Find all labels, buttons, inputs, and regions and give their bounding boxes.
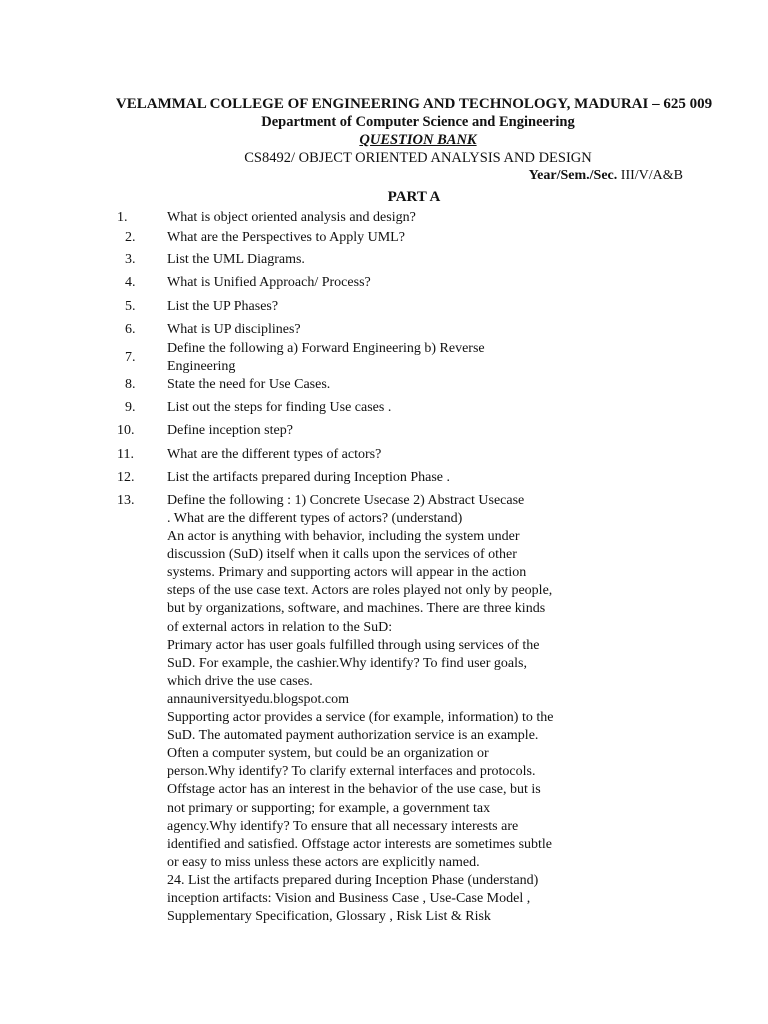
answer-line: discussion (SuD) itself when it calls upon the services of other	[167, 547, 517, 563]
answer-line: Often a computer system, but could be an organization or	[167, 746, 489, 762]
answer-line: Offstage actor has an interest in the behavior of the use case, but is	[167, 782, 541, 798]
answer-line: not primary or supporting; for example, a government tax	[167, 800, 491, 816]
question-text: List the UML Diagrams.	[167, 252, 305, 267]
year-label: Year/Sem./Sec.	[528, 168, 618, 183]
answer-text-block	[167, 510, 597, 926]
question-number: 11.	[117, 447, 134, 462]
year-value: III/V/A&B	[617, 168, 683, 183]
answer-line: person.Why identify? To clarify external interfaces and protocols.	[167, 764, 536, 780]
question-number: 10.	[117, 423, 135, 438]
question-text: Define inception step?	[167, 423, 293, 438]
answer-line: . What are the different types of actors? (understand)	[167, 511, 463, 526]
answer-line: which drive the use cases.	[167, 673, 313, 689]
question-bank-title: QUESTION BANK	[359, 132, 477, 148]
answer-line: systems. Primary and supporting actors will appear in the action	[167, 565, 527, 581]
question-number: 9.	[125, 400, 136, 415]
answer-line: 24. List the artifacts prepared during Inception Phase (understand)	[167, 872, 539, 888]
question-number: 8.	[125, 377, 136, 392]
question-text: What are the Perspectives to Apply UML?	[167, 230, 405, 245]
course-title: CS8492/ OBJECT ORIENTED ANALYSIS AND DESIGN	[244, 150, 592, 166]
answer-line: or easy to miss unless these actors are explicitly named.	[167, 854, 480, 870]
question-text: List out the steps for finding Use cases .	[167, 400, 392, 415]
question-number: 4.	[125, 275, 136, 290]
question-text: Define the following : 1) Concrete Usecase 2) Abstract Usecase	[167, 493, 525, 508]
year-semester-section	[529, 167, 683, 185]
answer-line: An actor is anything with behavior, including the system under	[167, 529, 520, 545]
question-text: What is Unified Approach/ Process?	[167, 275, 371, 290]
answer-line: Supplementary Specification, Glossary , Risk List & Risk	[167, 909, 491, 925]
question-text: What is UP disciplines?	[167, 322, 301, 337]
answer-line: agency.Why identify? To ensure that all necessary interests are	[167, 818, 519, 834]
answer-line: but by organizations, software, and machines. There are three kinds	[167, 601, 546, 617]
question-number: 13.	[117, 493, 135, 508]
question-number: 5.	[125, 299, 136, 314]
college-name: VELAMMAL COLLEGE OF ENGINEERING AND TECHNOLOGY, MADURAI – 625 009	[115, 96, 713, 112]
answer-line: steps of the use case text. Actors are roles played not only by people,	[167, 583, 553, 599]
answer-line: identified and satisfied. Offstage actor interests are sometimes subtle	[167, 836, 553, 852]
answer-line: of external actors in relation to the SuD:	[167, 619, 393, 635]
part-a-heading: PART A	[387, 189, 441, 205]
watermark-url: annauniversityedu.blogspot.com	[167, 691, 349, 707]
answer-line: SuD. For example, the cashier.Why identify? To find user goals,	[167, 655, 527, 671]
question-number: 12.	[117, 470, 135, 485]
question-number: 6.	[125, 322, 136, 337]
answer-line: Supporting actor provides a service (for example, information) to the	[167, 710, 554, 726]
question-number: 7.	[125, 350, 136, 365]
question-number: 2.	[125, 230, 136, 245]
department-name: Department of Computer Science and Engineering	[261, 114, 575, 130]
answer-line: inception artifacts: Vision and Business Case , Use-Case Model ,	[167, 890, 531, 906]
question-text: State the need for Use Cases.	[167, 377, 331, 392]
answer-line: Primary actor has user goals fulfilled through using services of the	[167, 637, 540, 653]
question-number: 1.	[117, 210, 128, 225]
question-text: List the artifacts prepared during Inception Phase .	[167, 470, 451, 485]
question-text: List the UP Phases?	[167, 299, 279, 314]
question-text: What are the different types of actors?	[167, 447, 382, 462]
question-number: 3.	[125, 252, 136, 267]
answer-line: SuD. The automated payment authorization service is an example.	[167, 728, 539, 744]
question-text: Define the following a) Forward Engineering b) Reverse Engineering	[167, 341, 485, 374]
question-text: What is object oriented analysis and design?	[167, 210, 416, 225]
